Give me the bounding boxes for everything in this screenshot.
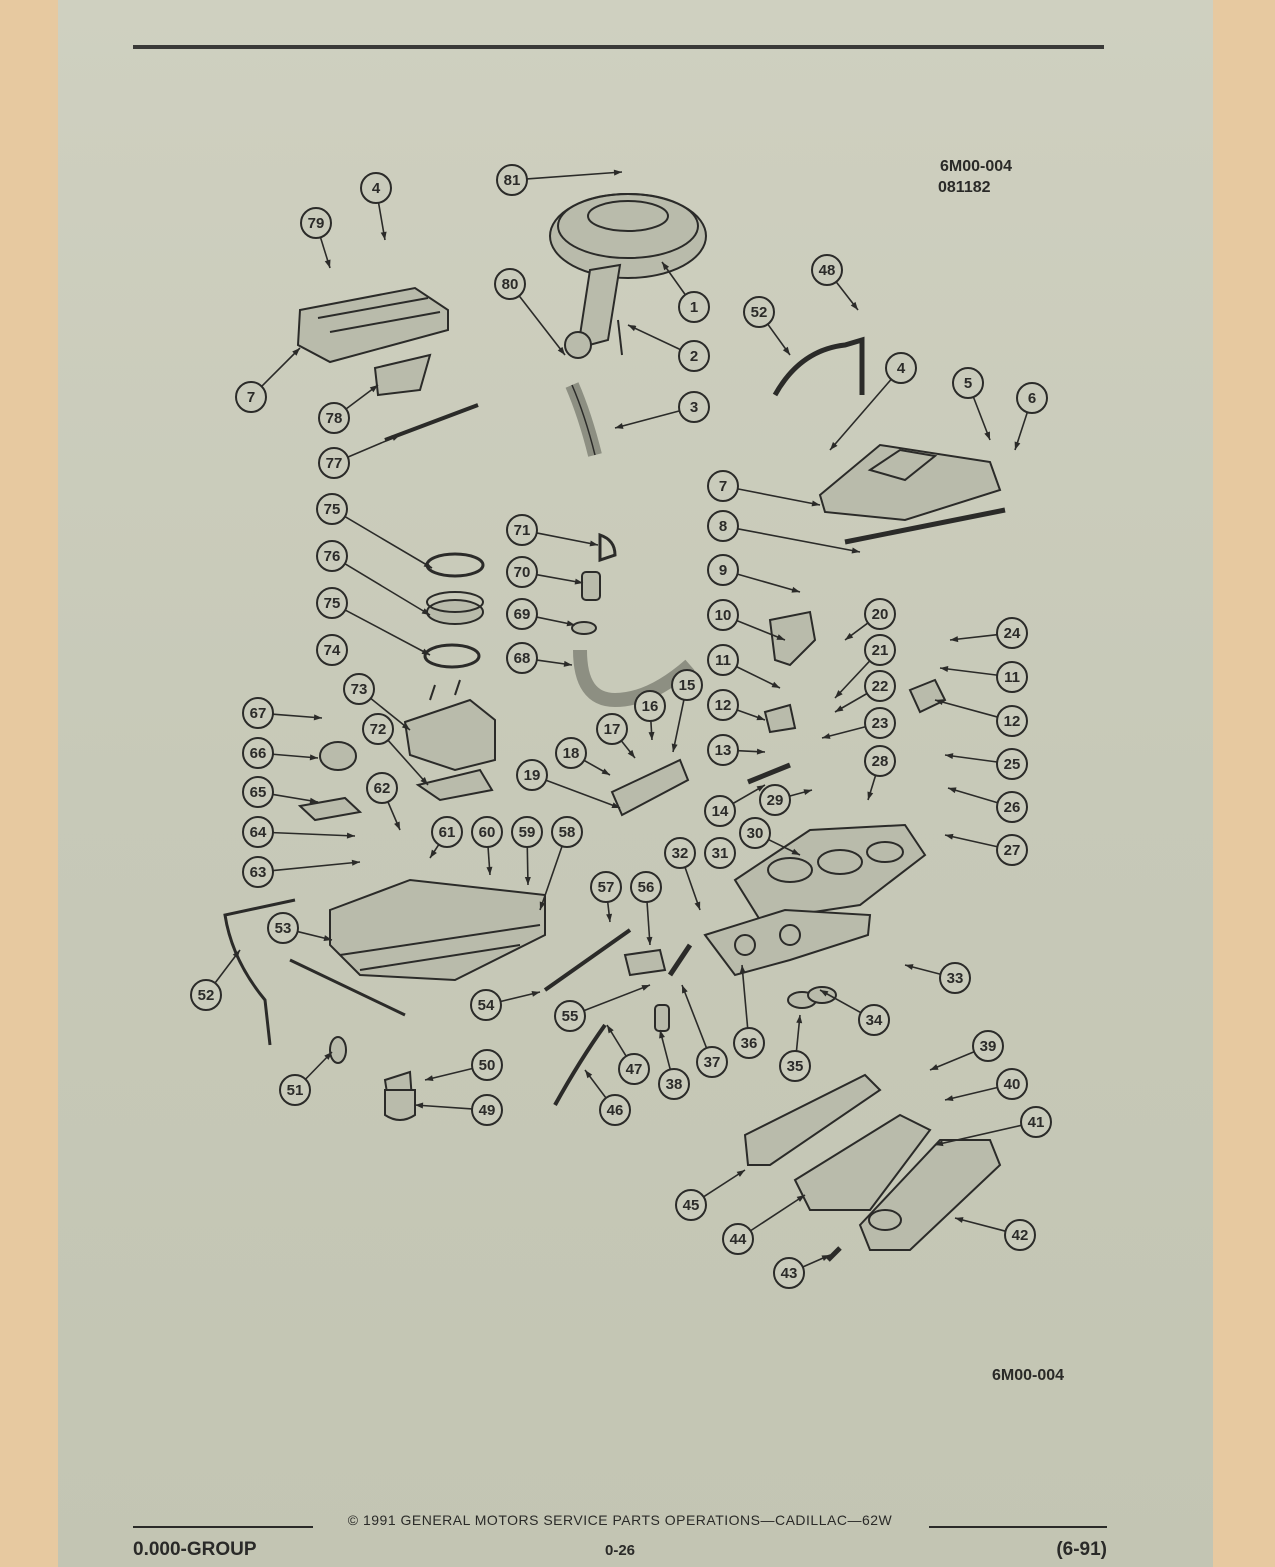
callout-64 — [243, 817, 355, 847]
callout-number: 11 — [715, 652, 731, 669]
callout-number: 36 — [740, 1035, 758, 1052]
callout-number: 26 — [1003, 799, 1021, 816]
callout-number: 39 — [979, 1038, 997, 1055]
leader-arrowhead — [756, 714, 765, 720]
callout-5 — [953, 368, 990, 440]
callout-66 — [243, 738, 318, 768]
leader-line — [738, 529, 860, 552]
callout-number: 55 — [561, 1008, 579, 1025]
callout-number: 47 — [625, 1061, 643, 1078]
callout-68 — [507, 643, 572, 673]
callout-number: 19 — [523, 767, 541, 784]
callout-9 — [708, 555, 800, 593]
callout-48 — [812, 255, 858, 310]
leader-arrowhead — [771, 682, 780, 688]
leader-line — [527, 172, 622, 179]
leader-line — [738, 489, 820, 505]
leader-arrowhead — [682, 985, 688, 994]
callout-number: 53 — [274, 920, 292, 937]
callout-number: 42 — [1011, 1227, 1029, 1244]
callout-1 — [662, 262, 709, 322]
leader-arrowhead — [615, 423, 624, 429]
callout-number: 76 — [323, 548, 341, 565]
callout-65 — [243, 777, 318, 807]
leader-line — [751, 1195, 805, 1231]
callout-62 — [367, 773, 400, 830]
callout-number: 13 — [714, 742, 732, 759]
callout-number: 48 — [818, 262, 836, 279]
callout-number: 6 — [1027, 390, 1037, 407]
leader-arrowhead — [757, 749, 765, 755]
callout-80 — [495, 269, 565, 355]
leader-arrowhead — [347, 833, 355, 839]
callout-number: 25 — [1003, 756, 1021, 773]
callout-53 — [268, 913, 332, 943]
callout-20 — [845, 599, 895, 640]
callout-number: 11 — [1004, 669, 1020, 686]
leader-line — [262, 348, 300, 386]
leader-line — [940, 668, 997, 675]
callout-32 — [665, 838, 700, 910]
callout-number: 2 — [689, 348, 699, 365]
callout-2 — [628, 325, 709, 371]
callout-26 — [948, 787, 1027, 822]
footer-revision-date: (6-91) — [1056, 1539, 1107, 1560]
callout-58 — [540, 817, 582, 910]
leader-arrowhead — [602, 768, 610, 775]
callout-8 — [708, 511, 860, 553]
leader-line — [415, 1105, 472, 1109]
callout-16 — [635, 691, 665, 740]
callout-number: 21 — [871, 642, 889, 659]
callout-number: 28 — [871, 753, 889, 770]
callout-57 — [591, 872, 621, 922]
callout-number: 1 — [689, 299, 699, 316]
leader-arrowhead — [564, 661, 572, 667]
leader-arrowhead — [525, 877, 531, 885]
callout-number: 45 — [682, 1197, 700, 1214]
callout-number: 16 — [641, 698, 659, 715]
callout-number: 81 — [503, 172, 521, 189]
leader-line — [584, 985, 650, 1011]
callout-11 — [708, 645, 780, 688]
leader-arrowhead — [415, 1103, 423, 1109]
callout-11 — [940, 662, 1027, 692]
leader-line — [737, 574, 800, 592]
footer-page-number: 0-26 — [604, 1542, 636, 1559]
leader-arrowhead — [930, 1064, 939, 1070]
callout-number: 41 — [1027, 1114, 1045, 1131]
leader-arrowhead — [835, 705, 843, 712]
leader-line — [682, 985, 707, 1048]
callout-number: 12 — [714, 697, 732, 714]
leader-arrowhead — [955, 1217, 963, 1223]
illustration-code-bottom: 6M00-004 — [992, 1367, 1065, 1384]
callout-number: 73 — [350, 681, 368, 698]
callout-4 — [361, 173, 391, 240]
leader-line — [519, 296, 565, 355]
callout-number: 79 — [307, 215, 325, 232]
callout-number: 57 — [597, 879, 615, 896]
leader-line — [628, 325, 680, 350]
callout-52 — [191, 950, 240, 1010]
leader-line — [273, 862, 360, 871]
callout-number: 12 — [1003, 713, 1021, 730]
leader-arrowhead — [628, 325, 637, 331]
leader-line — [546, 780, 620, 808]
callout-number: 67 — [249, 705, 267, 722]
footer-group: 0.000-GROUP — [133, 1539, 257, 1560]
callout-12 — [935, 699, 1027, 736]
leader-arrowhead — [641, 985, 650, 991]
leader-line — [540, 846, 562, 910]
callout-number: 65 — [249, 784, 267, 801]
callout-number: 4 — [371, 180, 381, 197]
leader-arrowhead — [430, 850, 437, 858]
callout-33 — [905, 963, 970, 993]
leader-line — [348, 435, 400, 457]
callout-63 — [243, 857, 360, 887]
callout-6 — [1015, 383, 1047, 450]
leader-arrowhead — [607, 1025, 614, 1033]
callout-number: 58 — [558, 824, 576, 841]
callout-78 — [319, 385, 378, 433]
illustration-code-top: 6M00-004 — [940, 158, 1013, 175]
callout-number: 68 — [513, 650, 531, 667]
callout-number: 22 — [871, 678, 889, 695]
callout-number: 54 — [477, 997, 495, 1014]
callout-number: 64 — [249, 824, 267, 841]
callout-61 — [430, 817, 462, 858]
leader-line — [935, 700, 998, 717]
leader-line — [615, 411, 680, 428]
callout-37 — [682, 985, 727, 1077]
callout-number: 33 — [946, 970, 964, 987]
callout-number: 15 — [678, 677, 696, 694]
callout-15 — [672, 670, 702, 752]
callout-number: 20 — [871, 606, 889, 623]
leader-line — [273, 833, 355, 836]
callout-number: 46 — [606, 1102, 624, 1119]
callout-60 — [472, 817, 502, 875]
callout-number: 32 — [671, 845, 689, 862]
callout-44 — [723, 1195, 805, 1254]
callout-36 — [734, 965, 764, 1058]
callout-81 — [497, 165, 622, 195]
callout-67 — [243, 698, 322, 728]
callout-number: 31 — [711, 845, 729, 862]
illustration-date: 081182 — [938, 179, 991, 196]
callout-41 — [935, 1107, 1051, 1146]
callout-number: 5 — [963, 375, 973, 392]
callout-4 — [830, 353, 916, 450]
callout-number: 10 — [714, 607, 732, 624]
leader-arrowhead — [394, 821, 400, 830]
callout-25 — [945, 749, 1027, 779]
callout-71 — [507, 515, 598, 546]
callout-number: 40 — [1003, 1076, 1021, 1093]
callout-number: 3 — [689, 399, 699, 416]
leader-arrowhead — [649, 732, 655, 740]
leader-arrowhead — [822, 733, 830, 739]
footer-copyright: © 1991 GENERAL MOTORS SERVICE PARTS OPERATIONS—CADILLAC—62W — [347, 1512, 893, 1528]
callout-38 — [659, 1030, 689, 1099]
callout-number: 44 — [729, 1231, 747, 1248]
leader-arrowhead — [984, 431, 990, 440]
callout-number: 52 — [750, 304, 768, 321]
callout-49 — [415, 1095, 502, 1125]
callout-number: 59 — [518, 824, 536, 841]
callout-27 — [945, 834, 1027, 865]
leader-arrowhead — [391, 435, 400, 441]
callout-17 — [597, 714, 635, 758]
callout-42 — [955, 1217, 1035, 1250]
leader-line — [345, 564, 430, 615]
callout-79 — [301, 208, 331, 268]
leader-arrowhead — [486, 867, 492, 875]
leader-line — [537, 533, 598, 545]
callout-3 — [615, 392, 709, 429]
leader-arrowhead — [905, 964, 913, 970]
callout-52 — [744, 297, 790, 355]
callout-number: 56 — [637, 879, 655, 896]
callout-number: 69 — [513, 606, 531, 623]
callout-number: 77 — [325, 455, 343, 472]
callout-number: 4 — [896, 360, 906, 377]
callout-69 — [507, 599, 575, 629]
callout-number: 75 — [323, 501, 341, 518]
callout-number: 50 — [478, 1057, 496, 1074]
callout-54 — [471, 990, 540, 1020]
leader-arrowhead — [783, 347, 790, 355]
callout-number: 14 — [711, 803, 729, 820]
page-footer — [133, 1512, 1107, 1562]
leader-line — [945, 1087, 997, 1100]
callout-59 — [512, 817, 542, 885]
callout-number: 71 — [513, 522, 531, 539]
leader-arrowhead — [646, 937, 652, 945]
leader-arrowhead — [940, 666, 948, 672]
callout-number: 18 — [562, 745, 580, 762]
callout-number: 24 — [1003, 625, 1021, 642]
callout-number: 35 — [786, 1058, 804, 1075]
callout-23 — [822, 708, 895, 739]
callout-number: 60 — [478, 824, 496, 841]
callout-number: 63 — [249, 864, 267, 881]
leader-arrowhead — [325, 259, 331, 268]
callout-56 — [631, 872, 661, 945]
leader-arrowhead — [791, 587, 800, 593]
callout-number: 70 — [513, 564, 531, 581]
leader-arrowhead — [737, 1170, 745, 1177]
callout-47 — [607, 1025, 649, 1084]
callout-number: 17 — [603, 721, 621, 738]
callout-31 — [705, 838, 735, 868]
callout-number: 29 — [766, 792, 784, 809]
callout-number: 38 — [665, 1076, 683, 1093]
callout-12 — [708, 690, 765, 720]
callout-number: 7 — [718, 478, 728, 495]
callout-number: 23 — [871, 715, 889, 732]
callout-number: 8 — [718, 518, 728, 535]
callout-number: 62 — [373, 780, 391, 797]
callout-number: 51 — [286, 1082, 304, 1099]
carburetor-part — [405, 700, 495, 770]
callout-55 — [555, 985, 650, 1031]
leader-line — [742, 965, 748, 1028]
callout-40 — [945, 1069, 1027, 1101]
callout-18 — [556, 738, 610, 775]
callout-45 — [676, 1170, 745, 1220]
callout-number: 66 — [249, 745, 267, 762]
callout-number: 61 — [438, 824, 456, 841]
callout-77 — [319, 435, 400, 478]
callout-35 — [780, 1015, 810, 1081]
callout-number: 80 — [501, 276, 519, 293]
callout-number: 52 — [197, 987, 215, 1004]
callout-number: 34 — [865, 1012, 883, 1029]
leader-arrowhead — [867, 791, 873, 800]
callout-22 — [835, 671, 895, 712]
callout-number: 9 — [718, 562, 728, 579]
leader-line — [345, 610, 430, 655]
callout-28 — [865, 746, 895, 800]
callout-number: 7 — [246, 389, 256, 406]
callout-number: 49 — [478, 1102, 496, 1119]
callout-70 — [507, 557, 583, 587]
leader-line — [345, 517, 432, 568]
valve-cover-right-part — [820, 445, 1000, 520]
callout-7 — [236, 348, 300, 412]
leader-arrowhead — [803, 789, 812, 795]
leader-arrowhead — [381, 232, 387, 240]
callout-number: 27 — [1003, 842, 1021, 859]
callout-50 — [425, 1050, 502, 1081]
leader-arrowhead — [945, 753, 953, 759]
callout-29 — [760, 785, 812, 815]
callout-51 — [280, 1052, 332, 1105]
leader-arrowhead — [695, 901, 701, 910]
callout-number: 78 — [325, 410, 343, 427]
leader-line — [673, 700, 684, 752]
leader-arrowhead — [948, 787, 957, 793]
callout-43 — [774, 1255, 830, 1288]
callout-number: 75 — [323, 595, 341, 612]
callout-number: 72 — [369, 721, 387, 738]
callout-13 — [708, 735, 765, 765]
callout-74 — [317, 635, 347, 665]
leader-arrowhead — [1015, 441, 1021, 450]
callout-number: 74 — [323, 642, 341, 659]
callout-24 — [950, 618, 1027, 648]
callout-39 — [930, 1031, 1003, 1070]
callout-number: 43 — [780, 1265, 798, 1282]
callout-number: 30 — [746, 825, 764, 842]
callout-number: 37 — [703, 1054, 721, 1071]
callout-7 — [708, 471, 820, 506]
leader-line — [945, 835, 997, 847]
